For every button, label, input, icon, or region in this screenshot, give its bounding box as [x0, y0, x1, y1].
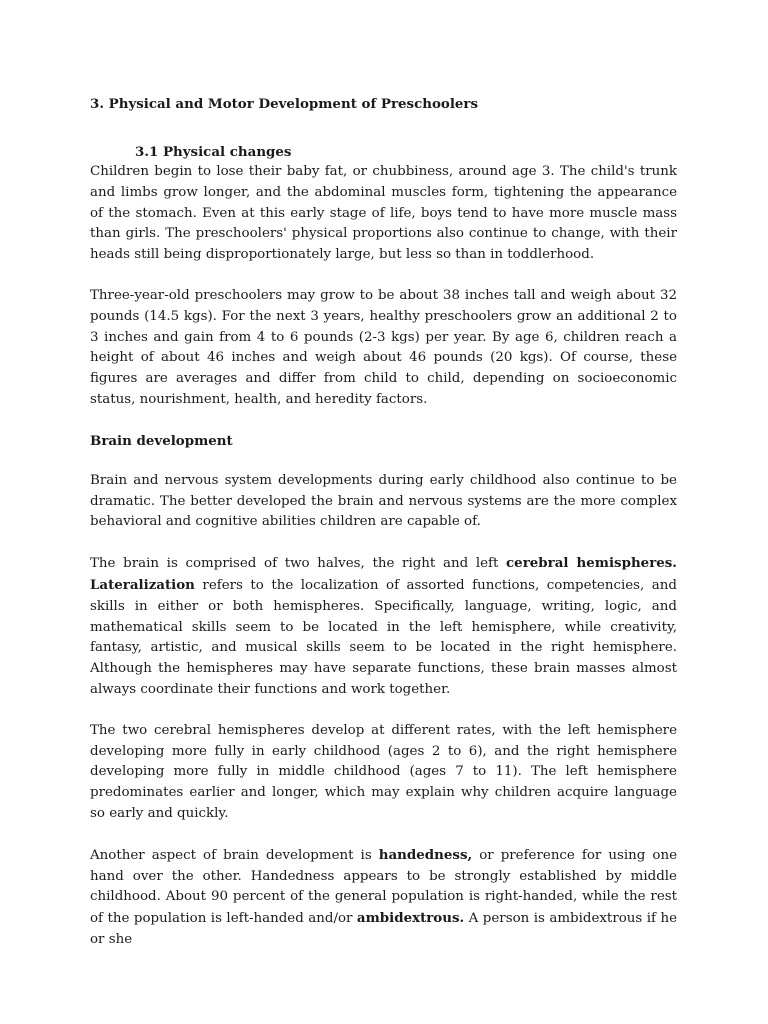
lateralization-text-2: refers to the localization of assorted functions, competencies, and skills in either or both hemispheres. Specifically, language, writing, logic, and mathematical skills seem to be located in the left hemisphere, while creativity, fantasy, artistic, and musical skills seem to be located in the right hemisphere. Although the hemispheres may have separate functions, these brain masses almost always coordinate their functions and work together.: [90, 577, 677, 697]
paragraph-nervous-system: Brain and nervous system developments during early childhood also continue to be dramatic. The better developed the brain and nervous systems are the more complex behavioral and cognitive abilities children are capable of.: [90, 472, 677, 530]
paragraph-lateralization: [90, 553, 677, 701]
paragraph-handedness: [90, 845, 677, 951]
term-ambidextrous: ambidextrous.: [356, 910, 465, 927]
handedness-text-2: or preference for using one hand over the other. Handedness appears to be strongly established by middle childhood. About 90 percent of the general population is right-handed, while the rest of the population is left-handed and/or: [90, 847, 677, 927]
subsection-heading: 3.1 Physical changes: [135, 144, 292, 160]
paragraph-physical-changes: Children begin to lose their baby fat, or chubbiness, around age 3. The child's trunk and limbs grow longer, and the abdominal muscles form, tightening the appearance of the stomach. Even at this early stage of life, boys tend to have more muscle mass than girls. The preschoolers' physical proportions also continue to change, with their heads still being disproportionately large, but less so than in toddlerhood.: [90, 164, 677, 263]
document-page: [90, 94, 677, 951]
paragraph-growth-figures: Three-year-old preschoolers may grow to be about 38 inches tall and weigh about 32 pounds (14.5 kgs). For the next 3 years, healthy preschoolers grow an additional 2 to 3 inches and gain from 4 to 6 pounds (2-3 kgs) per year. By age 6, children reach a height of about 46 inches and weigh about 46 pounds (20 kgs). Of course, these figures are averages and differ from child to child, depending on socioeconomic status, nourishment, health, and heredity factors.: [90, 287, 677, 407]
handedness-text-3: A person is ambidextrous if he or she: [90, 911, 678, 947]
term-handedness: handedness,: [378, 846, 473, 863]
handedness-text-1: Another aspect of brain development is: [90, 847, 379, 863]
term-cerebral-hemispheres: cerebral hemispheres.: [506, 555, 677, 572]
section-heading: 3. Physical and Motor Development of Preschoolers: [90, 96, 479, 112]
paragraph-hemisphere-rates: The two cerebral hemispheres develop at different rates, with the left hemisphere developing more fully in early childhood (ages 2 to 6), and the right hemisphere developing more fully in middle childhood (ages 7 to 11). The left hemisphere predominates earlier and longer, which may explain why children acquire language so early and quickly.: [90, 722, 677, 821]
term-lateralization: Lateralization: [90, 576, 195, 593]
brain-development-heading: Brain development: [90, 432, 233, 449]
lateralization-text-1: The brain is comprised of two halves, the right and left: [90, 556, 507, 572]
